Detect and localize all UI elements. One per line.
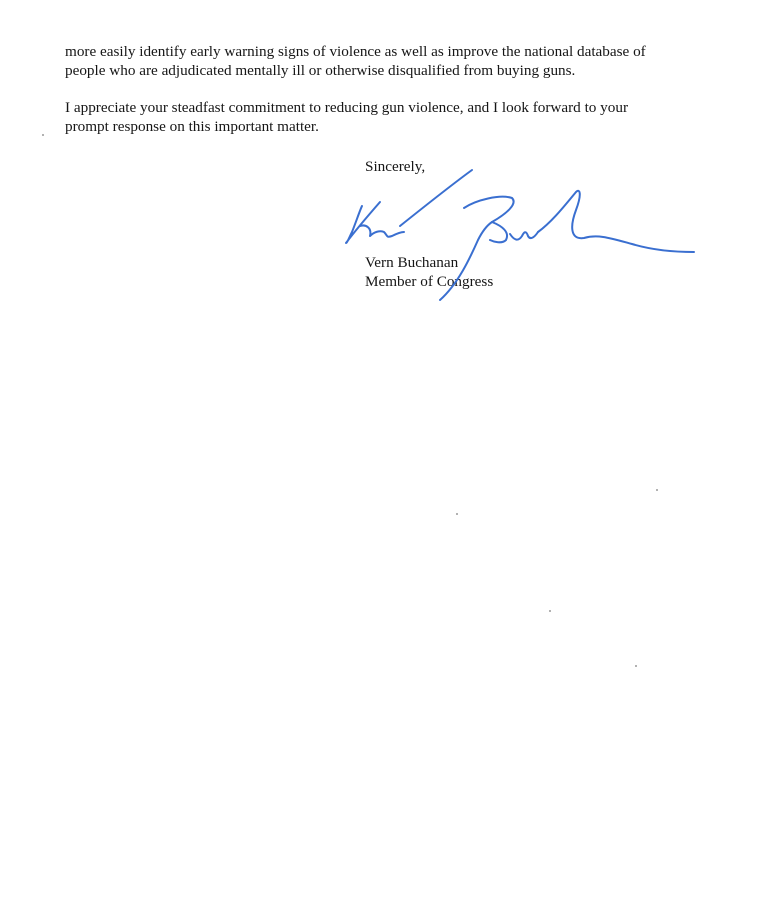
closing-salutation: Sincerely, (365, 158, 426, 175)
scan-speck (635, 665, 637, 667)
body-paragraph (65, 42, 725, 80)
paragraph-line: more easily identify early warning signs of violence as well as improve the national database of (65, 43, 646, 60)
signer-name: Vern Buchanan (365, 254, 459, 271)
signer-title: Member of Congress (365, 273, 494, 290)
paragraph-line: prompt response on this important matter. (65, 118, 319, 135)
scan-speck (42, 134, 44, 136)
scan-speck (456, 513, 458, 515)
paragraph-line: I appreciate your steadfast commitment to reducing gun violence, and I look forward to your (65, 99, 629, 116)
scan-speck (656, 489, 658, 491)
scan-speck (549, 610, 551, 612)
body-paragraph (65, 98, 725, 136)
paragraph-line: people who are adjudicated mentally ill or otherwise disqualified from buying guns. (65, 62, 576, 79)
